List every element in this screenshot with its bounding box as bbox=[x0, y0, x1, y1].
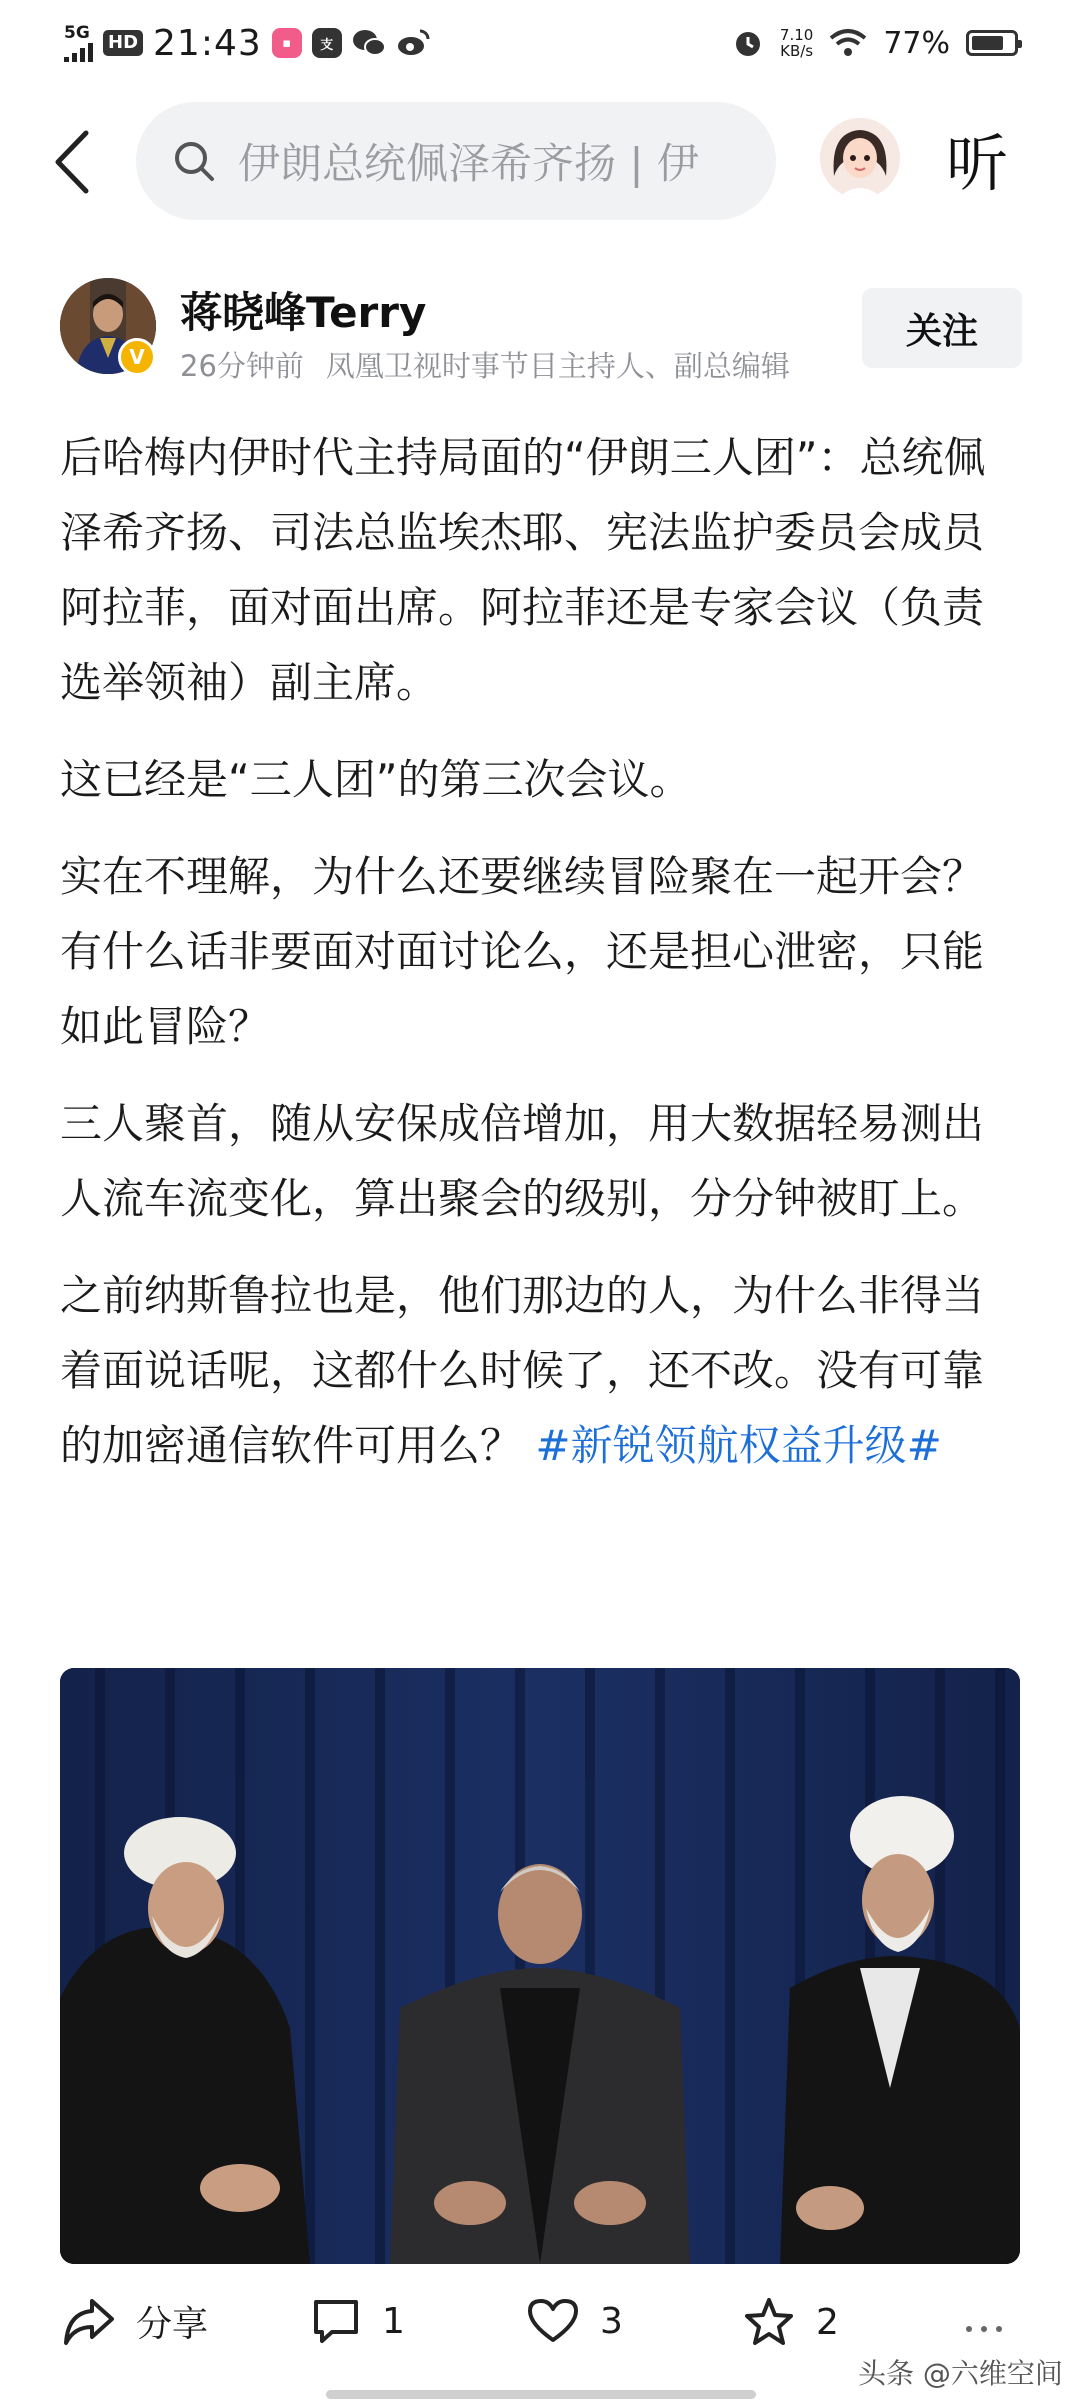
meeting-photo bbox=[60, 1668, 1020, 2264]
author-meta bbox=[180, 344, 790, 385]
search-query: 伊朗总统佩泽希齐扬 | 伊 bbox=[238, 139, 699, 188]
post-paragraph-text: 之前纳斯鲁拉也是，他们那边的人，为什么非得当着面说话呢，这都什么时候了，还不改。没有可靠的加密通信软件可用么？ bbox=[60, 1271, 985, 1470]
user-avatar[interactable] bbox=[820, 118, 900, 198]
author-header bbox=[60, 278, 1020, 388]
home-indicator[interactable] bbox=[326, 2390, 756, 2399]
share-label: 分享 bbox=[136, 2304, 209, 2345]
hd-badge: HD bbox=[103, 30, 143, 56]
post-paragraph: 这已经是“三人团”的第三次会议。 bbox=[60, 755, 692, 804]
alipay-icon: 支 bbox=[312, 28, 342, 58]
network-indicator bbox=[64, 22, 93, 62]
share-icon bbox=[62, 2297, 116, 2347]
search-icon bbox=[172, 139, 216, 183]
comment-icon bbox=[310, 2296, 362, 2346]
hashtag-link[interactable]: #新锐领航权益升级# bbox=[535, 1421, 942, 1470]
clock: 21:43 bbox=[153, 22, 262, 64]
post-body bbox=[60, 420, 1022, 1505]
listen-button[interactable]: 听 bbox=[946, 127, 1009, 200]
post-paragraph: 实在不理解，为什么还要继续冒险聚在一起开会？有什么话非要面对面讨论么，还是担心泄密，只能如此冒险？ bbox=[60, 852, 985, 1051]
watermark: 头条 @六维空间 bbox=[858, 2357, 1063, 2390]
back-button[interactable] bbox=[42, 122, 102, 202]
post-time: 26分钟前 bbox=[180, 349, 304, 383]
signal-icon bbox=[64, 42, 93, 62]
battery-percent: 77% bbox=[883, 25, 950, 61]
alarm-icon bbox=[732, 27, 764, 59]
network-type: 5G bbox=[64, 22, 90, 43]
avatar-illustration bbox=[820, 118, 900, 198]
heart-icon bbox=[526, 2296, 580, 2346]
author-title: 凤凰卫视时事节目主持人、副总编辑 bbox=[325, 349, 790, 383]
like-count: 3 bbox=[600, 2300, 623, 2342]
post-paragraph: 三人聚首，随从安保成倍增加，用大数据轻易测出人流车流变化，算出聚会的级别，分分钟被盯上。 bbox=[60, 1099, 985, 1223]
weibo-icon bbox=[396, 28, 430, 58]
verified-badge: V bbox=[118, 338, 156, 376]
post-paragraph-last bbox=[60, 1258, 1022, 1483]
wechat-icon bbox=[352, 28, 386, 58]
star-icon bbox=[742, 2296, 796, 2348]
favorite-button[interactable] bbox=[742, 2296, 839, 2348]
comment-count: 1 bbox=[382, 2300, 405, 2342]
comment-button[interactable] bbox=[310, 2296, 405, 2346]
net-speed: 7.10 KB/s bbox=[779, 26, 814, 60]
more-options-icon[interactable] bbox=[966, 2326, 1002, 2332]
search-input[interactable] bbox=[136, 102, 776, 220]
favorite-count: 2 bbox=[816, 2301, 839, 2343]
wifi-icon bbox=[829, 28, 867, 58]
battery-icon bbox=[966, 30, 1018, 56]
post-photo[interactable] bbox=[60, 1668, 1020, 2264]
top-nav bbox=[0, 96, 1080, 226]
like-button[interactable] bbox=[526, 2296, 623, 2346]
author-name[interactable]: 蒋晓峰Terry bbox=[180, 288, 427, 337]
chevron-left-icon bbox=[52, 129, 92, 195]
share-button[interactable] bbox=[62, 2296, 208, 2347]
follow-button[interactable]: 关注 bbox=[862, 288, 1022, 368]
post-paragraph: 后哈梅内伊时代主持局面的“伊朗三人团”：总统佩泽希齐扬、司法总监埃杰耶、宪法监护委员会成员阿拉菲，面对面出席。阿拉菲还是专家会议（负责选举领袖）副主席。 bbox=[60, 433, 986, 707]
status-bar bbox=[0, 0, 1080, 86]
app-notification-icon: ▪ bbox=[272, 28, 302, 58]
